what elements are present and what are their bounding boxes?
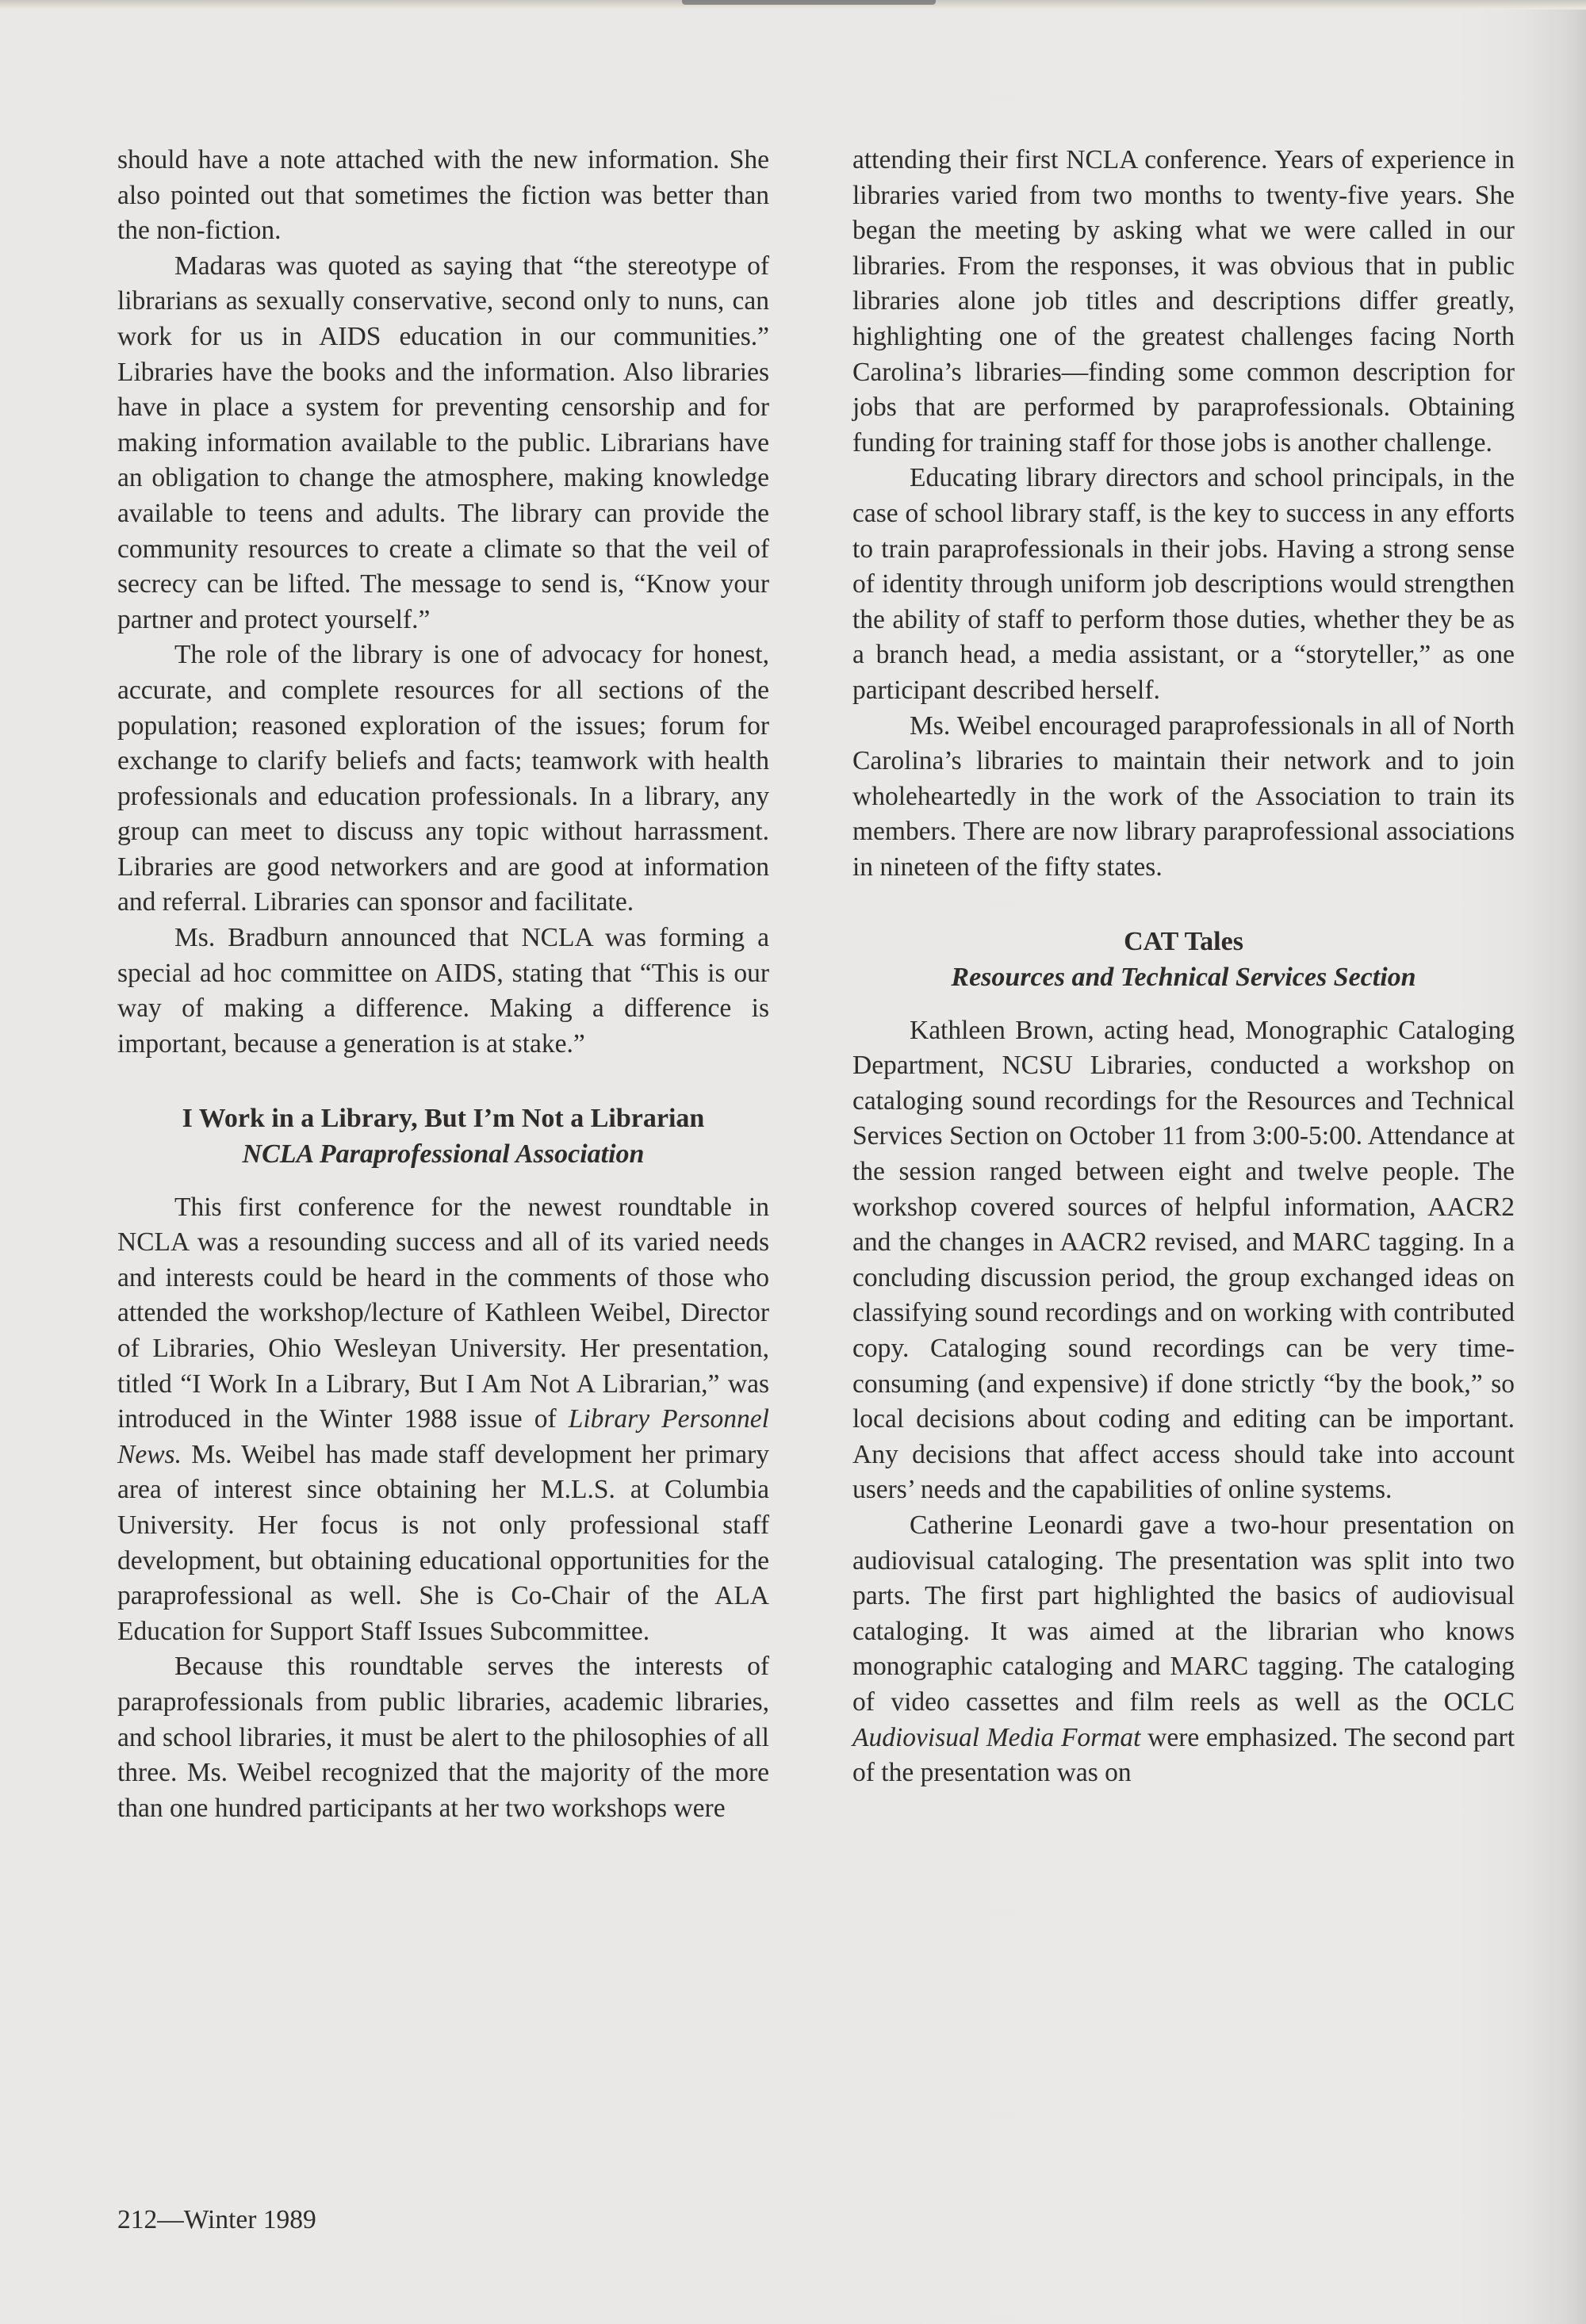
spacer	[117, 1173, 769, 1190]
page-footer: 212—Winter 1989	[117, 2205, 316, 2234]
text-run: Catherine Leonardi gave a two-hour presentation on audiovisual cataloging. The presentation was split into two parts. The first part highlighted the basics of audiovisual cataloging. It was aimed at the librarian who knows monographic cataloging and MARC tagging. The cataloging of video cassettes and film reels as well as the OCLC	[852, 1510, 1515, 1717]
section-heading	[117, 1101, 769, 1172]
section-subtitle: Resources and Technical Services Section	[951, 963, 1416, 993]
left-column	[117, 143, 769, 1826]
scan-smudge	[682, 0, 936, 5]
paragraph	[852, 1508, 1515, 1791]
text-run: This first conference for the newest roundtable in NCLA was a resounding success and all of its varied needs and interests could be heard in the comments of those who attended the workshop/lecture of Kathleen Weibel, Director of Libraries, Ohio Wesleyan University. Her presentation, titled “I Work In a Library, But I Am Not A Librarian,” was introduced in the Winter 1988 issue of	[117, 1192, 769, 1434]
paragraph: Kathleen Brown, acting head, Monographic Cataloging Department, NCSU Libraries, conducted a workshop on cataloging sound recordings for the Resources and Technical Services Section on October 11 from 3:00-5:00. Attendance at the session ranged between eight and twelve people. The workshop covered sources of helpful information, AACR2 and the changes in AACR2 revised, and MARC tagging. In a concluding discussion period, the group exchanged ideas on classifying sound recordings and on working with contributed copy. Cataloging sound recordings can be very time-consuming (and expensive) if done strictly “by the book,” so local decisions about coding and editing can be important. Any decisions that affect access should take into account users’ needs and the capabilities of online systems.	[852, 1015, 1515, 1505]
paragraph: Madaras was quoted as saying that “the stereotype of librarians as sexually conservative, second only to nuns, can work for us in AIDS education in our communities.” Libraries have the books and the information. Also libraries have in place a system for preventing censorship and for making information available to the public. Librarians have an obligation to change the atmosphere, making knowledge available to teens and adults. The library can provide the community resources to create a climate so that the veil of secrecy can be lifted. The message to send is, “Know your partner and protect yourself.”	[117, 251, 769, 634]
spacer	[852, 885, 1515, 925]
publication-title: Audiovisual Media Format	[852, 1722, 1141, 1752]
publication-title: Library Personnel News.	[117, 1404, 769, 1469]
spacer	[852, 996, 1515, 1013]
paragraph: should have a note attached with the new information. She also pointed out that sometimes the fiction was better than the non-fiction.	[117, 145, 769, 246]
paragraph: attending their first NCLA conference. Years of experience in libraries varied from two months to twenty-five years. She began the meeting by asking what we were called in our libraries. From the responses, it was obvious that in public libraries alone job titles and descriptions differ greatly, highlighting one of the greatest challenges facing North Carolina’s libraries—finding some common description for jobs that are performed by paraprofessionals. Obtaining funding for training staff for those jobs is another challenge.	[852, 145, 1515, 458]
paragraph: Ms. Weibel encouraged paraprofessionals in all of North Carolina’s libraries to maintain their network and to join wholeheartedly in the work of the Association to train its members. There are now library paraprofessional associations in nineteen of the fifty states.	[852, 710, 1515, 882]
paragraph	[117, 1190, 769, 1650]
paragraph: Ms. Bradburn announced that NCLA was forming a special ad hoc committee on AIDS, stating that “This is our way of making a difference. Making a difference is important, because a generation is at stake.”	[117, 923, 769, 1059]
spacer	[117, 1062, 769, 1101]
text-run: were emphasized. The second part of the presentation was on	[852, 1722, 1515, 1788]
paragraph: Educating library directors and school principals, in the case of school library staff, is the key to success in any efforts to train paraprofessionals in their jobs. Having a strong sense of identity through uniform job descriptions would strengthen the ability of staff to perform those duties, whether they be as a branch head, a media assistant, or a “storyteller,” as one participant described herself.	[852, 463, 1515, 705]
section-title: CAT Tales	[1124, 927, 1243, 957]
right-column	[852, 143, 1515, 1791]
section-title: I Work in a Library, But I’m Not a Librarian	[182, 1104, 705, 1134]
text-run: Ms. Weibel has made staff development her primary area of interest since obtaining her M.L.S. at Columbia University. Her focus is not only professional staff development, but obtaining educational opportunities for the paraprofessional as well. She is Co-Chair of the ALA Education for Support Staff Issues Subcommittee.	[117, 1439, 769, 1646]
section-heading	[852, 925, 1515, 995]
paragraph: Because this roundtable serves the interests of paraprofessionals from public libraries, academic libraries, and school libraries, it must be alert to the philosophies of all three. Ms. Weibel recognized that the majority of the more than one hundred participants at her two workshops were	[117, 1652, 769, 1823]
paragraph: The role of the library is one of advocacy for honest, accurate, and complete resources for all sections of the population; reasoned exploration of the issues; forum for exchange to clarify beliefs and facts; teamwork with health professionals and education professionals. In a library, any group can meet to discuss any topic without harrassment. Libraries are good networkers and are good at information and referral. Libraries can sponsor and facilitate.	[117, 640, 769, 917]
section-subtitle: NCLA Paraprofessional Association	[242, 1139, 645, 1170]
